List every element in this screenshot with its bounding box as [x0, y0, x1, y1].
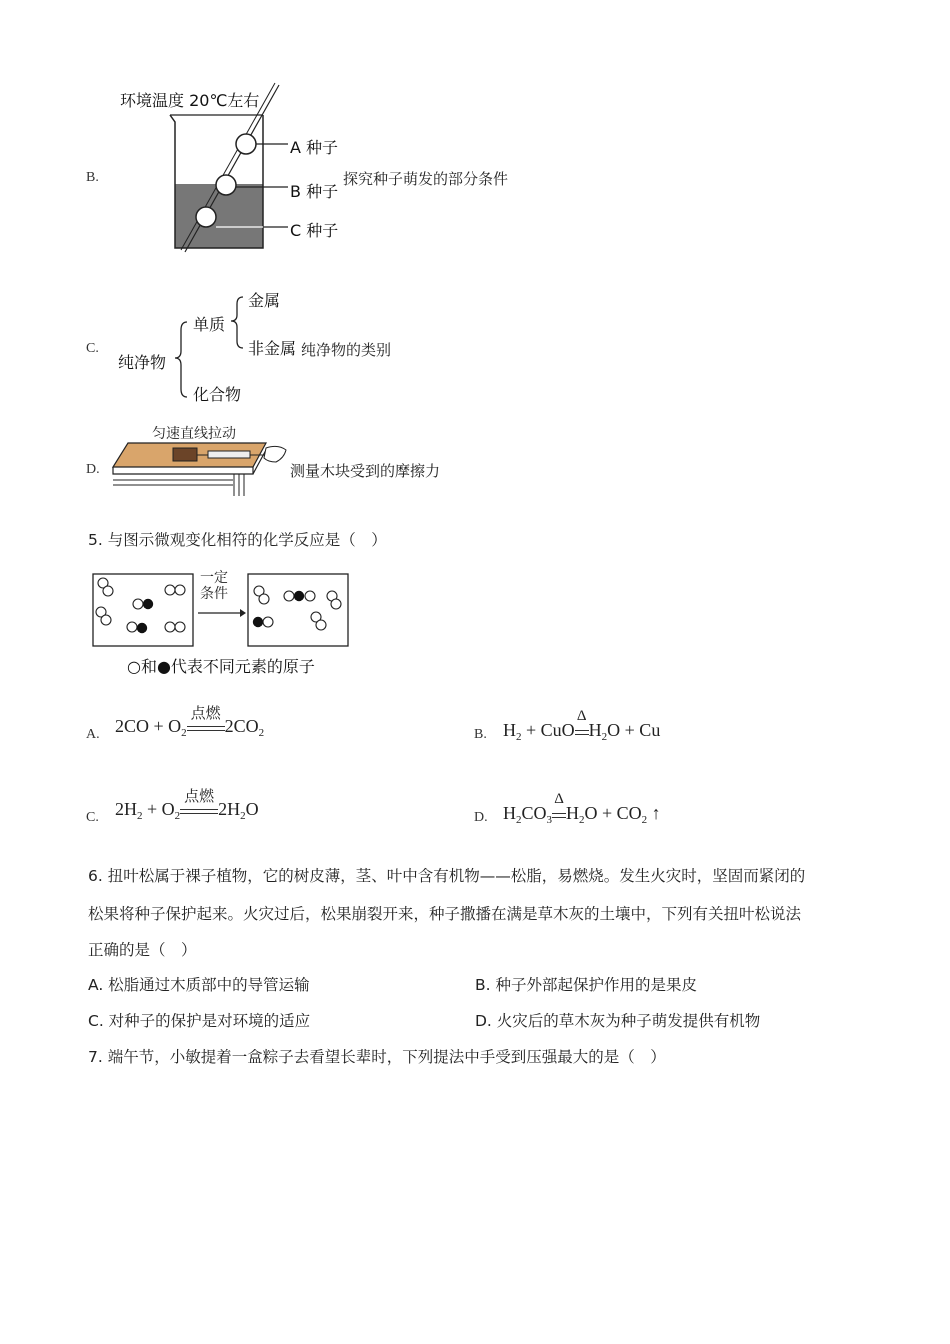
friction-experiment-figure: [108, 438, 293, 498]
seed-b: [216, 175, 236, 195]
q6-stem-line2: 松果将种子保护起来。火灾过后，松果崩裂开来，种子撒播在满是草木灰的土壤中，下列有关扭叶松说法: [88, 905, 802, 923]
q5-option-b-equation: $H_2$ + CuO Δ $H_2O + Cu$: [503, 708, 661, 743]
condition-top: 一定: [200, 570, 228, 586]
option-c-letter: C.: [86, 341, 99, 356]
nonmetal-label: 非金属: [248, 339, 297, 358]
option-b-letter: B.: [86, 170, 99, 185]
q6-stem-line1: 6. 扭叶松属于裸子植物，它的树皮薄，茎、叶中含有机物——松脂，易燃烧。发生火灾时，坚固而紧闭的: [88, 867, 806, 885]
water: [175, 184, 263, 248]
q5-option-c-letter: C.: [86, 810, 99, 825]
q5-option-b-letter: B.: [474, 727, 487, 742]
ignite-condition: 点燃: [187, 724, 225, 731]
hand: [264, 446, 286, 462]
option-c-caption: 纯净物的类别: [301, 341, 392, 359]
metal-label: 金属: [248, 291, 281, 310]
atom-legend: ○和●代表不同元素的原子: [127, 657, 315, 676]
reaction-condition: [200, 570, 228, 602]
q6-option-d: D. 火灾后的草木灰为种子萌发提供有机物: [475, 1012, 761, 1030]
seed-c-label: C 种子: [290, 221, 339, 240]
q5-option-c-equation: $2H_2 + O_2$ 点燃 $2H_2O$: [115, 787, 259, 822]
q6-option-c: C. 对种子的保护是对环境的适应: [88, 1012, 311, 1030]
condition-bottom: 条件: [200, 586, 228, 602]
seed-b-label: B 种子: [290, 182, 339, 201]
q5-stem: 5. 与图示微观变化相符的化学反应是（ ）: [88, 531, 387, 549]
q6-option-b: B. 种子外部起保护作用的是果皮: [475, 976, 697, 994]
seed-c: [196, 207, 216, 227]
q5-option-d-equation: $H_2CO_3$ Δ $H_2O + CO_2$ ↑: [503, 791, 661, 826]
heat-condition: Δ: [575, 728, 589, 735]
pure-substance-label: 纯净物: [118, 353, 167, 372]
q5-option-a-equation: $2CO + O_2$ 点燃 $2CO_2$: [115, 704, 265, 739]
element-label: 单质: [193, 315, 226, 334]
spring-scale: [208, 451, 250, 458]
temperature-label: 环境温度 20℃左右: [120, 91, 260, 110]
q5-option-d-letter: D.: [474, 810, 488, 825]
compound-label: 化合物: [193, 385, 242, 404]
option-d-letter: D.: [86, 462, 100, 477]
q6-stem-line3: 正确的是（ ）: [88, 941, 197, 959]
q7-stem: 7. 端午节，小敏提着一盒粽子去看望长辈时，下列提法中手受到压强最大的是（ ）: [88, 1048, 666, 1066]
q5-option-a-letter: A.: [86, 727, 100, 742]
q6-option-a: A. 松脂通过木质部中的导管运输: [88, 976, 310, 994]
uniform-pull-label: 匀速直线拉动: [152, 426, 236, 442]
products-box: [248, 574, 348, 646]
wood-block: [173, 448, 197, 461]
option-d-caption: 测量木块受到的摩擦力: [290, 462, 441, 480]
option-b-caption: 探究种子萌发的部分条件: [343, 170, 509, 188]
seed-a-label: A 种子: [290, 138, 339, 157]
ignite-condition: 点燃: [180, 807, 218, 814]
heat-condition: Δ: [552, 811, 566, 818]
seed-a: [236, 134, 256, 154]
